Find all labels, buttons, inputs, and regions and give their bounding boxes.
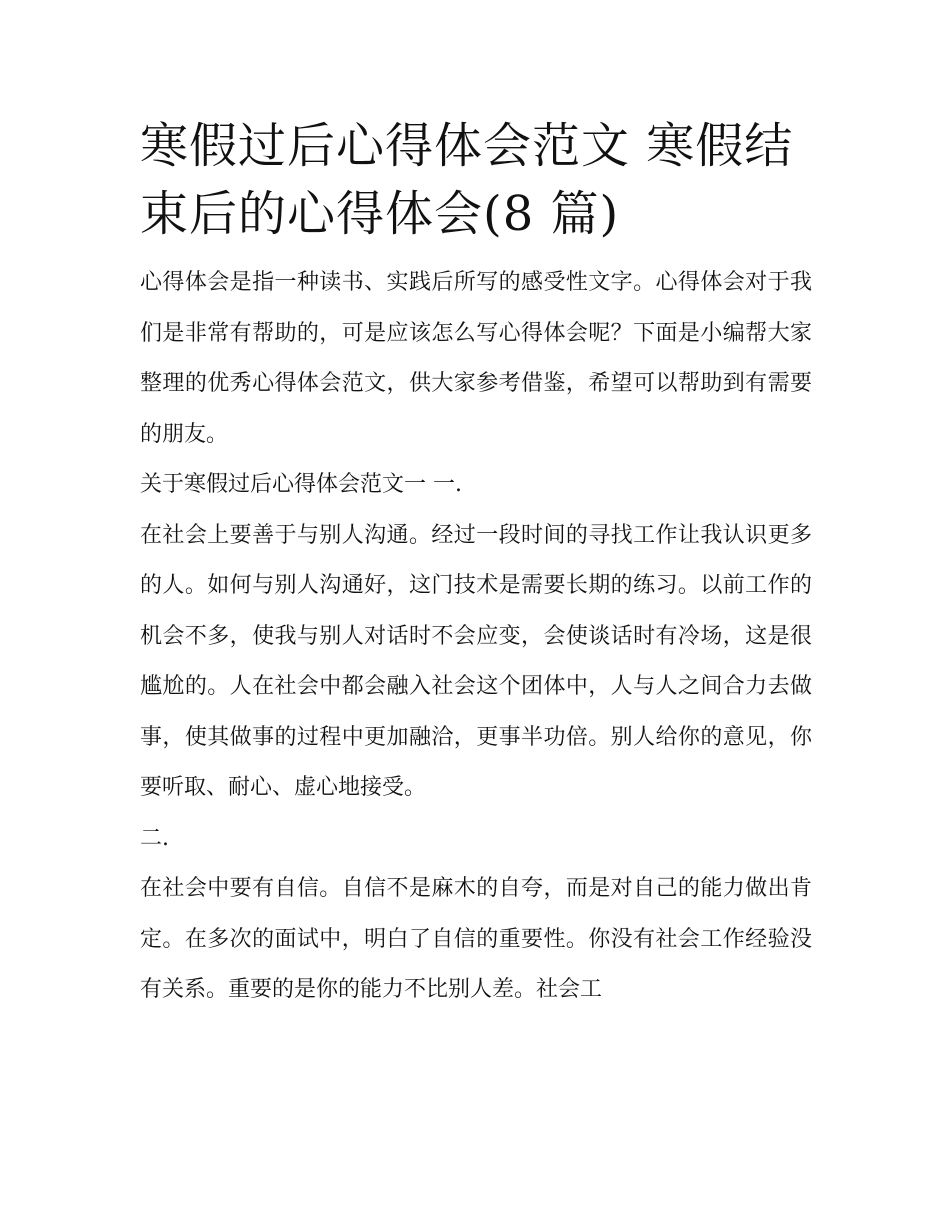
section-1-paragraph: 在社会上要善于与别人沟通。经过一段时间的寻找工作让我认识更多的人。如何与别人沟通好，这门技术是需要长期的练习。以前工作的机会不多，使我与别人对话时不会应变，会使谈话时有冷场，这是很尴尬的。人在社会中都会融入社会这个团体中，人与人之间合力去做事，使其做事的过程中更加融洽，更事半功倍。别人给你的意见，你要听取、耐心、虚心地接受。	[140, 522, 812, 800]
document-title	[140, 112, 812, 248]
section-2-heading: 二.	[140, 825, 169, 851]
section-2-paragraph: 在社会中要有自信。自信不是麻木的自夸，而是对自己的能力做出肯定。在多次的面试中，明白了自信的重要性。你没有社会工作经验没有关系。重要的是你的能力不比别人差。社会工	[140, 876, 812, 1002]
section-1-heading: 关于寒假过后心得体会范文一 一.	[140, 472, 462, 497]
intro-paragraph: 心得体会是指一种读书、实践后所写的感受性文字。心得体会对于我们是非常有帮助的，可是应该怎么写心得体会呢？下面是小编帮大家整理的优秀心得体会范文，供大家参考借鉴，希望可以帮助到有需要的朋友。	[140, 270, 812, 447]
document-page	[140, 112, 812, 1016]
title-line-2: 束后的心得体会(8 篇)	[140, 186, 620, 242]
title-line-1: 寒假过后心得体会范文 寒假结	[140, 118, 794, 174]
document-body	[140, 258, 812, 1016]
